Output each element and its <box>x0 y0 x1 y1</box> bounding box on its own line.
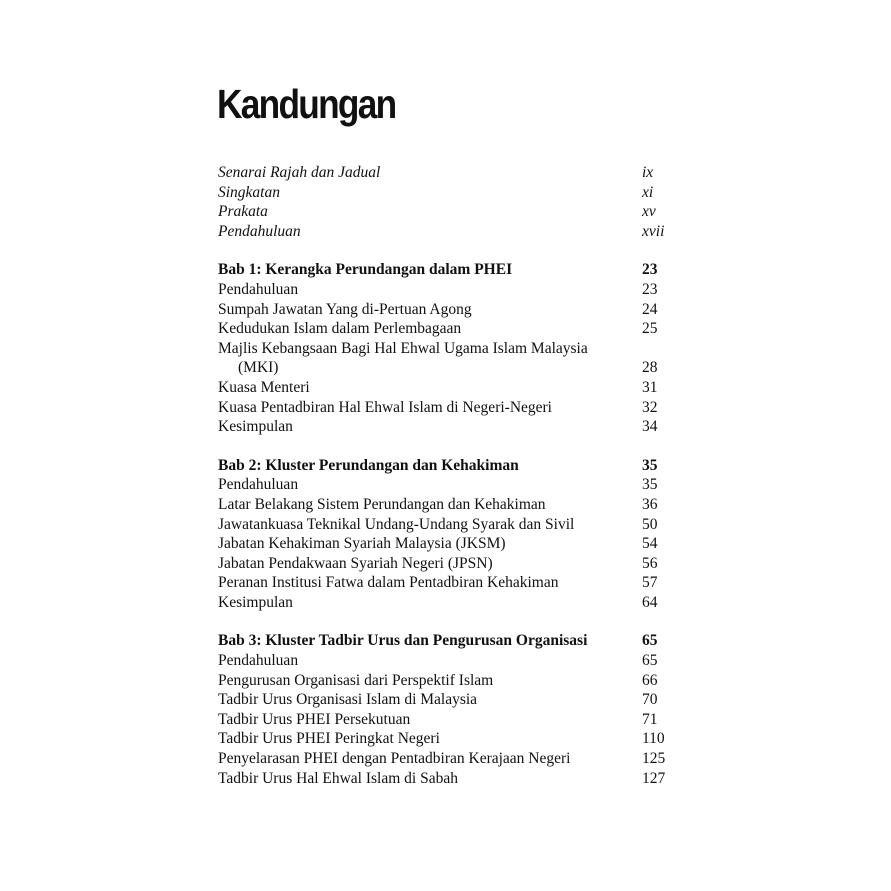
chapter-heading[interactable] <box>218 260 678 280</box>
toc-entry-page: 127 <box>642 769 666 787</box>
toc-entry-page: 71 <box>642 710 658 728</box>
toc-entry-page: 54 <box>642 535 658 553</box>
toc-entry-label: Prakata <box>218 203 268 221</box>
toc-entry[interactable] <box>218 280 678 300</box>
chapter-heading-page: 65 <box>642 632 658 650</box>
toc-entry-label: Latar Belakang Sistem Perundangan dan Kehakiman <box>218 495 546 513</box>
toc-entry-label: Jabatan Kehakiman Syariah Malaysia (JKSM) <box>218 535 506 553</box>
chapter-2-section <box>218 456 678 613</box>
toc-entry-label: Sumpah Jawatan Yang di-Pertuan Agong <box>218 300 472 318</box>
toc-entry-label: Tadbir Urus Hal Ehwal Islam di Sabah <box>218 769 458 787</box>
chapter-heading-label: Bab 3: Kluster Tadbir Urus dan Pengurusan Organisasi <box>218 632 588 650</box>
toc-entry[interactable] <box>218 319 678 339</box>
toc-entry-label: Pendahuluan <box>218 652 299 670</box>
toc-entry-page: 57 <box>642 574 658 592</box>
toc-entry-label: Kuasa Pentadbiran Hal Ehwal Islam di Negeri-Negeri <box>218 398 552 416</box>
toc-entry-page: 31 <box>642 378 658 396</box>
toc-entry-page: 34 <box>642 418 658 436</box>
chapter-1-section <box>218 260 678 436</box>
toc-entry[interactable] <box>218 515 678 535</box>
chapter-heading-page: 35 <box>642 456 658 474</box>
toc-entry-label: Tadbir Urus PHEI Persekutuan <box>218 710 411 728</box>
toc-entry-label: Senarai Rajah dan Jadual <box>218 164 381 181</box>
toc-entry[interactable] <box>218 710 678 730</box>
toc-entry-label: Tadbir Urus Organisasi Islam di Malaysia <box>218 691 478 709</box>
chapter-heading-label: Bab 1: Kerangka Perundangan dalam PHEI <box>218 261 513 279</box>
toc-entry[interactable] <box>218 417 678 437</box>
toc-entry-label: Kesimpulan <box>218 418 293 436</box>
chapter-heading-label: Bab 2: Kluster Perundangan dan Kehakiman <box>218 456 519 474</box>
toc-entry[interactable] <box>218 651 678 671</box>
toc-entry[interactable] <box>218 554 678 574</box>
toc-entry[interactable] <box>218 769 678 789</box>
toc-entry-page: 65 <box>642 652 658 670</box>
toc-entry[interactable] <box>218 593 678 613</box>
toc-entry-page: 23 <box>642 280 658 298</box>
toc-entry[interactable] <box>218 339 678 378</box>
chapter-3-section <box>218 631 678 788</box>
toc-entry-page: ix <box>642 164 654 181</box>
toc-entry-page: 64 <box>642 593 658 611</box>
toc-entry-page: 24 <box>642 300 658 318</box>
toc-entry[interactable] <box>218 495 678 515</box>
toc-entry-label: Pengurusan Organisasi dari Perspektif Islam <box>218 671 494 689</box>
toc-entry-page: xv <box>642 203 656 221</box>
toc-entry[interactable] <box>218 475 678 495</box>
toc-entry-label: Kesimpulan <box>218 593 293 611</box>
toc-entry-label: Jabatan Pendakwaan Syariah Negeri (JPSN) <box>218 554 493 572</box>
toc-entry[interactable] <box>218 690 678 710</box>
toc-entry-page: 25 <box>642 320 658 338</box>
toc-entry-label: Peranan Institusi Fatwa dalam Pentadbiran Kehakiman <box>218 574 559 592</box>
toc-entry-label: Pendahuluan <box>218 280 299 298</box>
toc-entry-label: Pendahuluan <box>218 222 301 240</box>
toc-entry[interactable] <box>218 202 678 222</box>
toc-entry-page: 125 <box>642 750 666 768</box>
toc-entry-label: Jawatankuasa Teknikal Undang-Undang Syarak dan Sivil <box>218 515 575 533</box>
toc-entry[interactable] <box>218 378 678 398</box>
toc-entry-page: 32 <box>642 398 658 416</box>
toc-entry[interactable] <box>218 163 678 183</box>
toc-entry-page: 70 <box>642 691 658 709</box>
chapter-heading-page: 23 <box>642 261 658 279</box>
toc-entry[interactable] <box>218 573 678 593</box>
toc-entry-label: Kedudukan Islam dalam Perlembagaan <box>218 320 462 338</box>
table-of-contents <box>218 163 678 807</box>
toc-entry-page: xvii <box>642 222 665 240</box>
toc-entry-page: 66 <box>642 671 658 689</box>
toc-entry-label: Tadbir Urus PHEI Peringkat Negeri <box>218 730 440 748</box>
toc-entry[interactable] <box>218 300 678 320</box>
toc-entry-label: Penyelarasan PHEI dengan Pentadbiran Kerajaan Negeri <box>218 750 571 768</box>
toc-entry-page: 28 <box>642 359 658 377</box>
toc-entry-page: 50 <box>642 515 658 533</box>
toc-entry-label: Pendahuluan <box>218 476 299 494</box>
toc-entry-page: 56 <box>642 554 658 572</box>
toc-entry-label-line1: Majlis Kebangsaan Bagi Hal Ehwal Ugama Islam Malaysia <box>218 339 588 357</box>
toc-entry-page: 35 <box>642 476 658 494</box>
chapter-heading[interactable] <box>218 456 678 476</box>
toc-entry-label: Kuasa Menteri <box>218 378 310 396</box>
page-title: Kandungan <box>217 81 396 127</box>
toc-entry[interactable] <box>218 729 678 749</box>
toc-entry[interactable] <box>218 222 678 242</box>
toc-entry[interactable] <box>218 534 678 554</box>
toc-entry[interactable] <box>218 671 678 691</box>
front-matter-section <box>218 163 678 241</box>
toc-entry-label <box>218 339 642 378</box>
toc-entry-page: 110 <box>642 730 665 748</box>
chapter-heading[interactable] <box>218 631 678 651</box>
toc-entry-page: xi <box>642 183 654 201</box>
toc-entry[interactable] <box>218 398 678 418</box>
toc-entry[interactable] <box>218 749 678 769</box>
toc-entry-label-line2: (MKI) <box>238 359 279 377</box>
toc-entry-label: Singkatan <box>218 183 280 201</box>
toc-entry-page: 36 <box>642 495 658 513</box>
toc-entry[interactable] <box>218 183 678 203</box>
